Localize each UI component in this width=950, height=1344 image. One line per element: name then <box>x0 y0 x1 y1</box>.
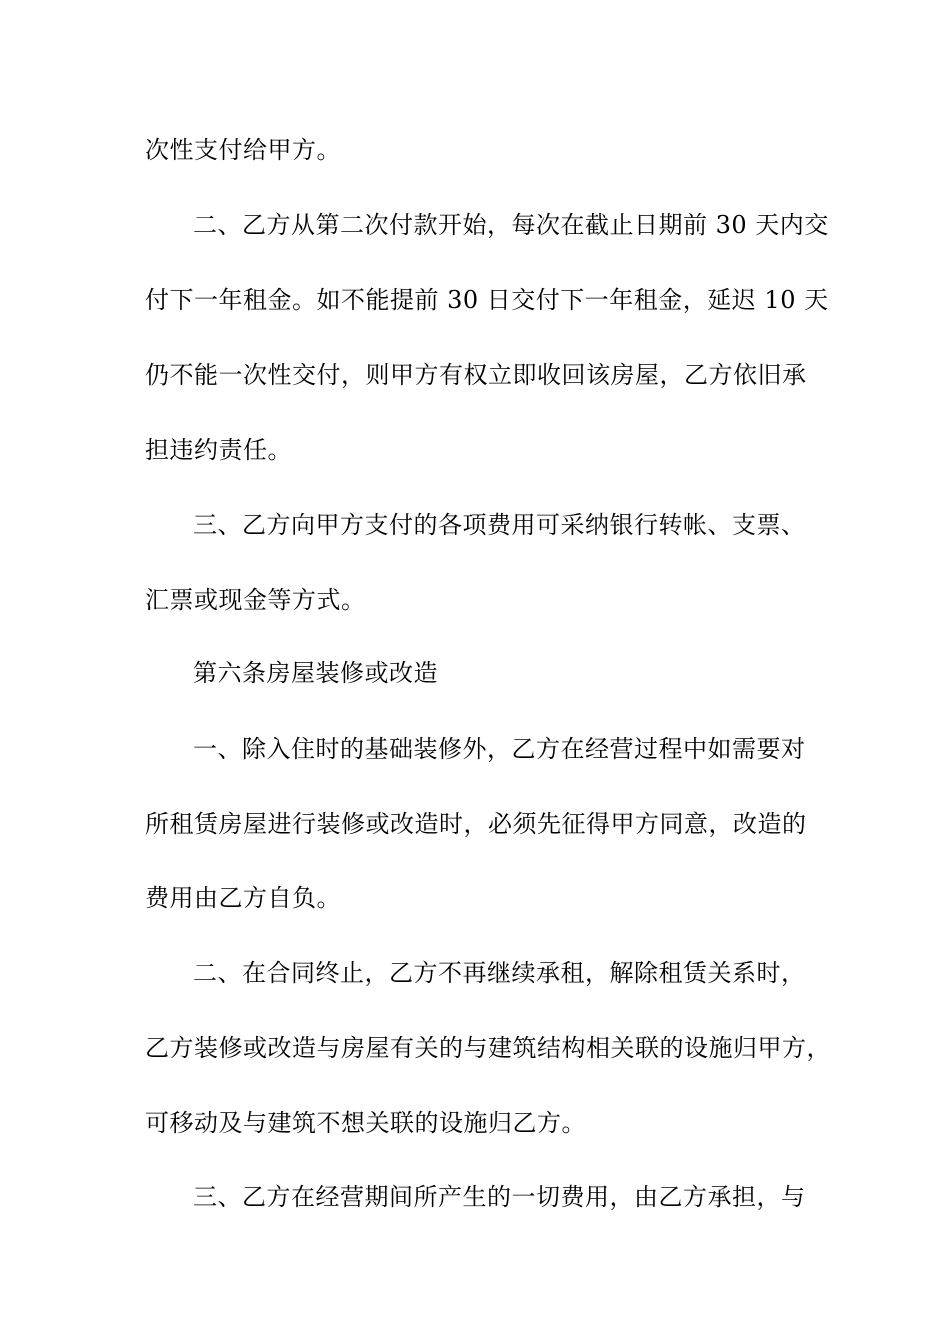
section-heading: 第六条房屋装修或改造 <box>193 659 438 687</box>
paragraph-2-line-4: 担违约责任。 <box>145 436 292 464</box>
paragraph-5-line-3: 可移动及与建筑不想关联的设施归乙方。 <box>145 1109 586 1137</box>
text-line-1: 次性支付给甲方。 <box>145 136 341 164</box>
paragraph-3-line-2: 汇票或现金等方式。 <box>145 586 366 614</box>
paragraph-3-line-1: 三、乙方向甲方支付的各项费用可采纳银行转帐、支票、 <box>193 511 806 539</box>
paragraph-5-line-1: 二、在合同终止，乙方不再继续承租，解除租赁关系时， <box>193 959 806 987</box>
paragraph-6-line-1: 三、乙方在经营期间所产生的一切费用，由乙方承担，与 <box>193 1183 806 1211</box>
paragraph-4-line-2: 所租赁房屋进行装修或改造时，必须先征得甲方同意，改造的 <box>145 810 807 838</box>
paragraph-4-line-3: 费用由乙方自负。 <box>145 884 341 912</box>
paragraph-2-line-3: 仍不能一次性交付，则甲方有权立即收回该房屋，乙方依旧承 <box>145 361 807 389</box>
paragraph-2-line-1: 二、乙方从第二次付款开始，每次在截止日期前 30 天内交 <box>193 211 829 239</box>
paragraph-4-line-1: 一、除入住时的基础装修外，乙方在经营过程中如需要对 <box>193 735 806 763</box>
paragraph-5-line-2: 乙方装修或改造与房屋有关的与建筑结构相关联的设施归甲方， <box>145 1034 831 1062</box>
paragraph-2-line-2: 付下一年租金。如不能提前 30 日交付下一年租金，延迟 10 天 <box>145 286 829 314</box>
